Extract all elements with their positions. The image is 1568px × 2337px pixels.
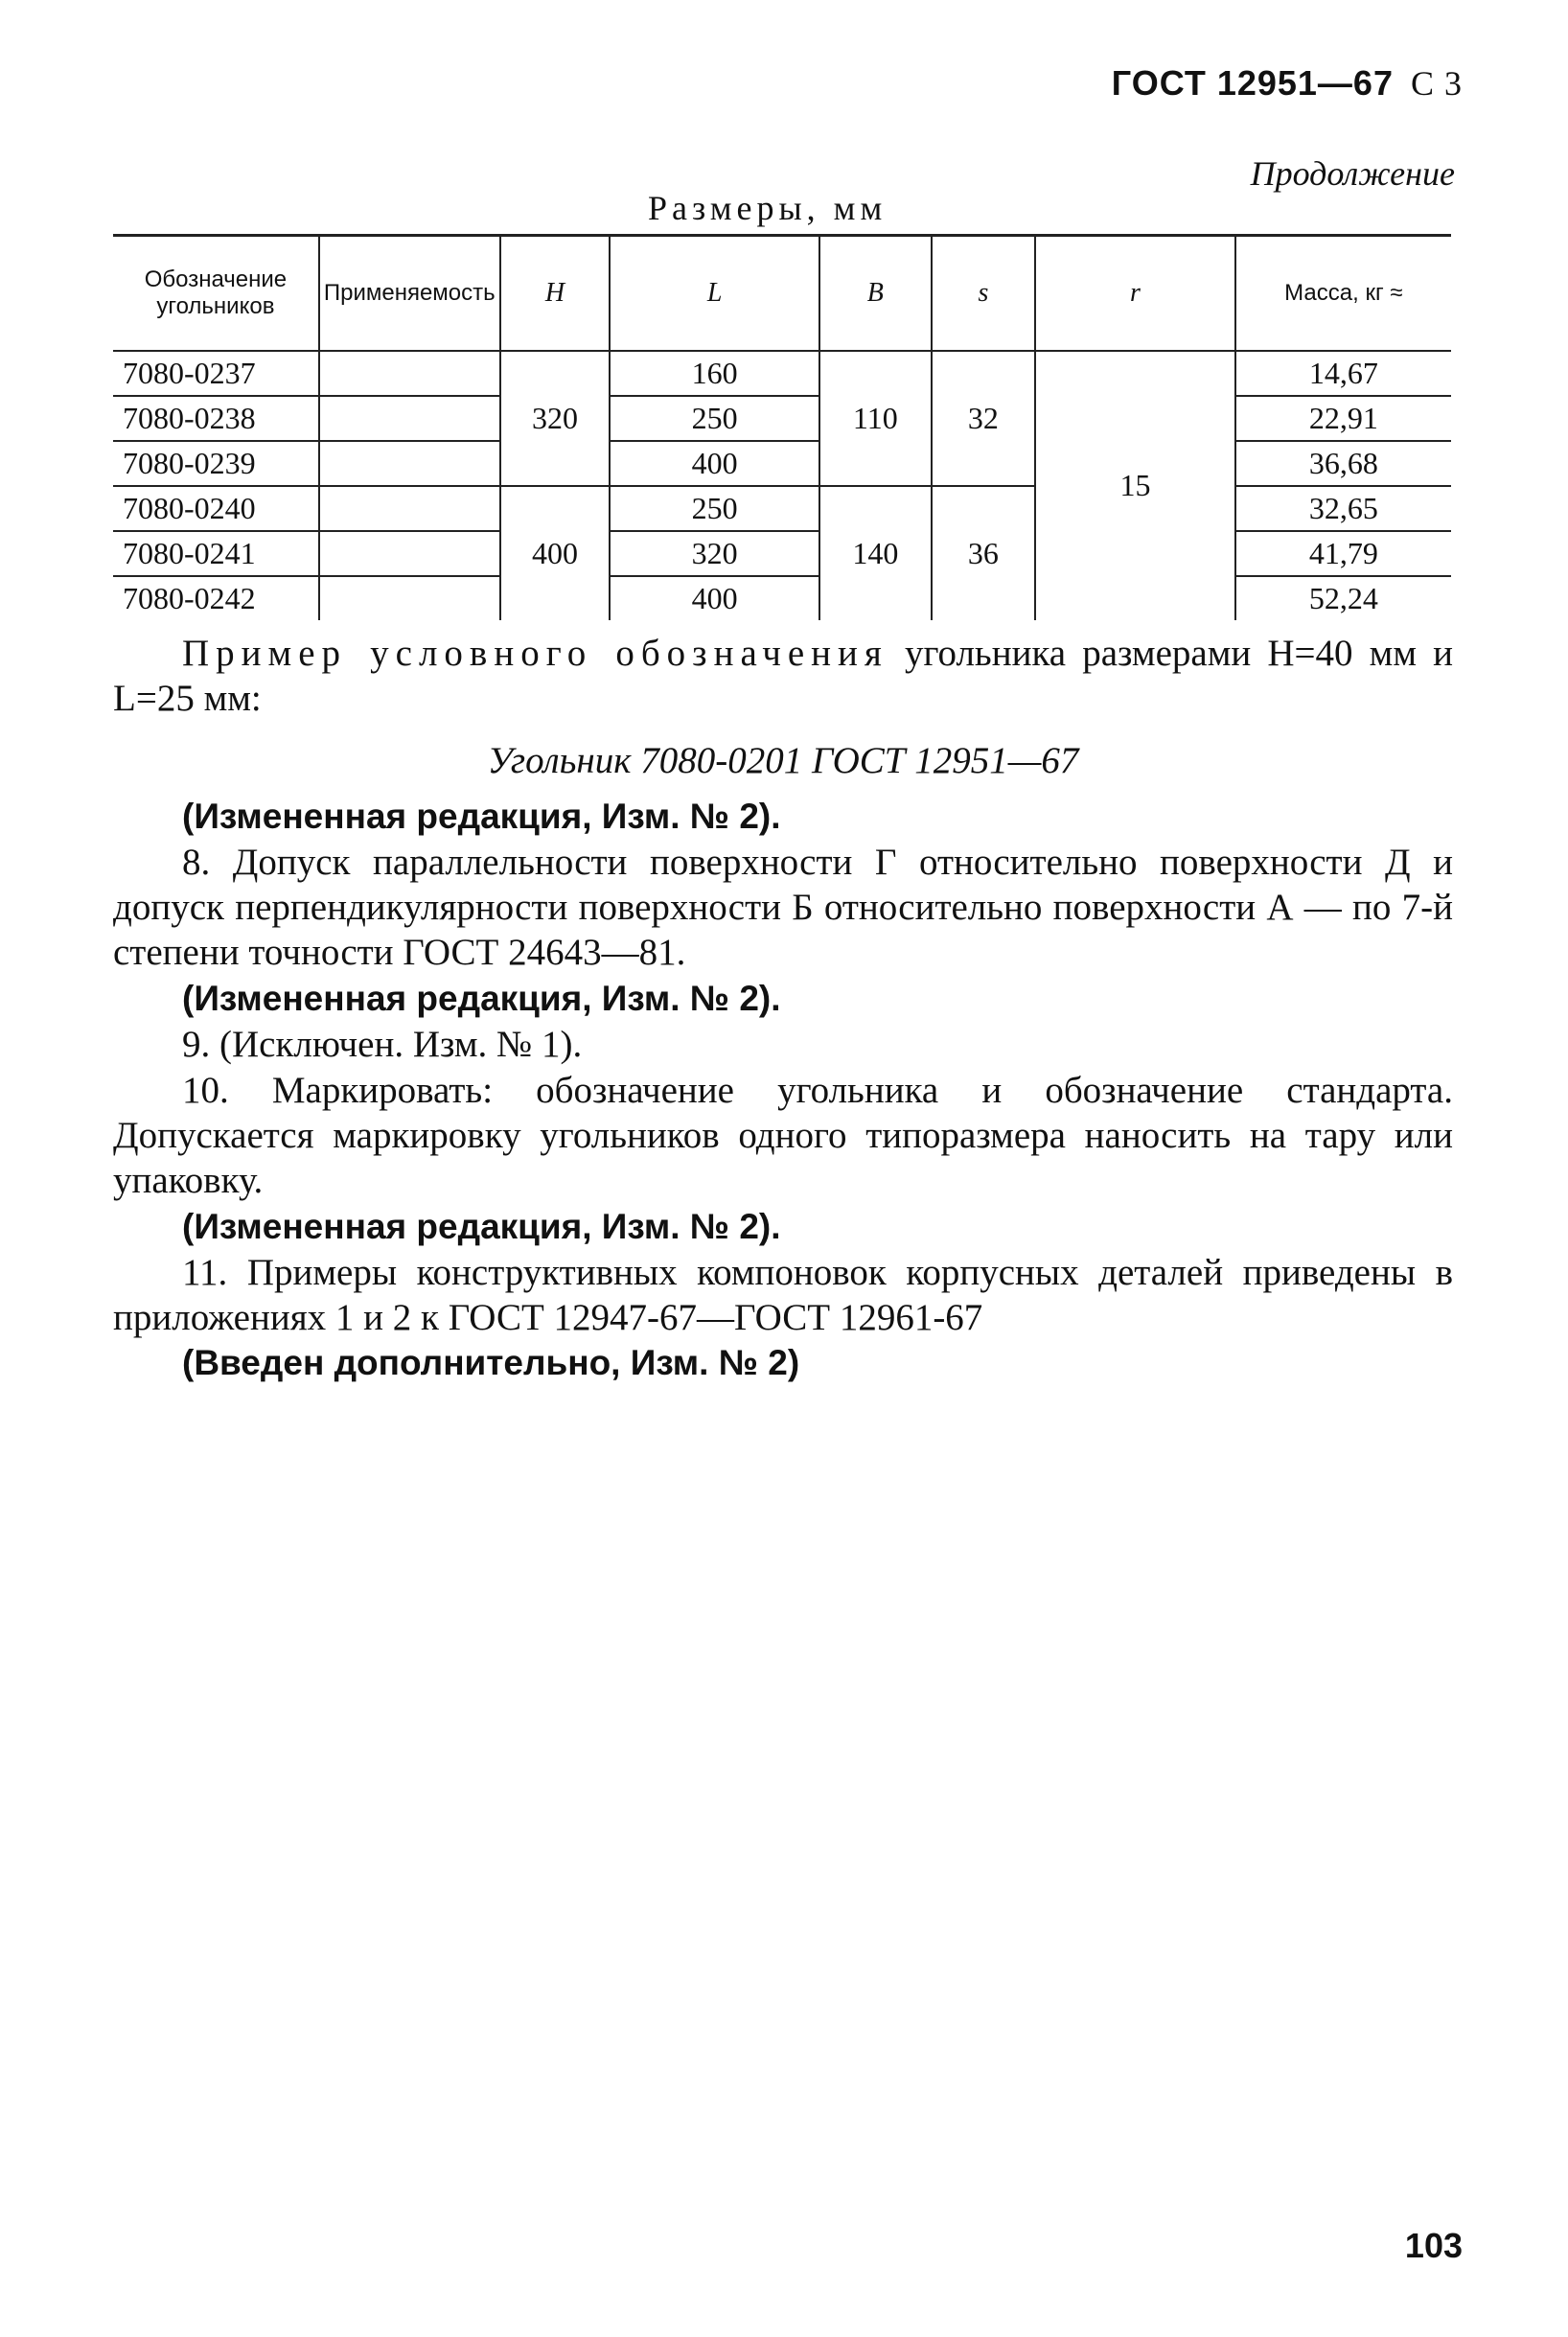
table-header-row	[113, 236, 1451, 351]
dimensions-table	[113, 234, 1451, 620]
table-row	[113, 396, 1451, 441]
cell-s: 32	[932, 351, 1036, 486]
cell-h: 320	[500, 351, 611, 486]
amendment-note: (Измененная редакция, Изм. № 2).	[182, 797, 781, 836]
col-header-s: s	[932, 236, 1036, 351]
table-row	[113, 351, 1451, 396]
cell-l: 400	[610, 576, 819, 620]
cell-s: 36	[932, 486, 1036, 620]
cell-applicability	[319, 576, 500, 620]
cell-mass: 52,24	[1235, 576, 1451, 620]
clause-10: 10. Маркировать: обозначение угольника и обозначение стандарта. Допускается маркировку угольников одного типоразмера наносить на тару или упаковку.	[113, 1070, 1453, 1201]
cell-l: 400	[610, 441, 819, 486]
cell-l: 250	[610, 486, 819, 531]
amendment-note: (Измененная редакция, Изм. № 2).	[182, 1207, 781, 1246]
amendment-note: (Измененная редакция, Изм. № 2).	[182, 979, 781, 1018]
cell-applicability	[319, 351, 500, 396]
col-header-l: L	[610, 236, 819, 351]
cell-applicability	[319, 396, 500, 441]
cell-mass: 41,79	[1235, 531, 1451, 576]
cell-mass: 36,68	[1235, 441, 1451, 486]
cell-designation: 7080-0242	[123, 580, 256, 615]
cell-applicability	[319, 441, 500, 486]
cell-designation: 7080-0241	[113, 531, 319, 576]
col-header-applicability: Применяемость	[319, 236, 500, 351]
cell-mass: 22,91	[1235, 396, 1451, 441]
example-paragraph	[113, 631, 1453, 721]
clause-8: 8. Допуск параллельности поверхности Г относительно поверхности Д и допуск перпендикулярности поверхности Б относительно поверхности А — по 7-й степени точности ГОСТ 24643—81.	[113, 842, 1453, 973]
table-row	[113, 486, 1451, 531]
cell-b: 110	[819, 351, 932, 486]
col-header-h: H	[500, 236, 611, 351]
example-text: угольника размерами H=40 мм и L=25 мм:	[113, 633, 1453, 719]
cell-l: 320	[610, 531, 819, 576]
cell-l: 250	[610, 396, 819, 441]
col-header-designation: Обозначение угольников	[113, 236, 319, 351]
example-label: Пример условного обозначения	[182, 633, 888, 674]
sizes-caption: Размеры, мм	[648, 189, 888, 227]
page-header	[1112, 63, 1463, 104]
continuation-label: Продолжение	[1250, 154, 1455, 193]
header-page: С 3	[1410, 64, 1463, 103]
table-row	[113, 576, 1451, 620]
col-header-r: r	[1035, 236, 1235, 351]
clause-11: 11. Примеры конструктивных компоновок корпусных деталей приведены в приложениях 1 и 2 к ГОСТ 12947-67—ГОСТ 12961-67	[113, 1252, 1453, 1338]
col-header-mass: Масса, кг ≈	[1235, 236, 1451, 351]
amendment-note: (Введен дополнительно, Изм. № 2)	[182, 1343, 800, 1382]
cell-r: 15	[1035, 351, 1235, 620]
cell-designation: 7080-0240	[113, 486, 319, 531]
cell-b: 140	[819, 486, 932, 620]
cell-mass: 32,65	[1235, 486, 1451, 531]
header-standard: ГОСТ 12951—67	[1111, 63, 1394, 103]
example-designation: Угольник 7080-0201 ГОСТ 12951—67	[487, 740, 1079, 781]
cell-designation: 7080-0239	[113, 441, 319, 486]
table-row	[113, 531, 1451, 576]
page-number: 103	[1404, 2226, 1463, 2265]
cell-designation: 7080-0238	[113, 396, 319, 441]
cell-mass: 14,67	[1235, 351, 1451, 396]
col-header-b: B	[819, 236, 932, 351]
clause-9: 9. (Исключен. Изм. № 1).	[182, 1024, 583, 1065]
cell-applicability	[319, 486, 500, 531]
table-row	[113, 441, 1451, 486]
cell-applicability	[319, 531, 500, 576]
cell-h: 400	[500, 486, 611, 620]
cell-l: 160	[610, 351, 819, 396]
cell-designation: 7080-0237	[113, 351, 319, 396]
